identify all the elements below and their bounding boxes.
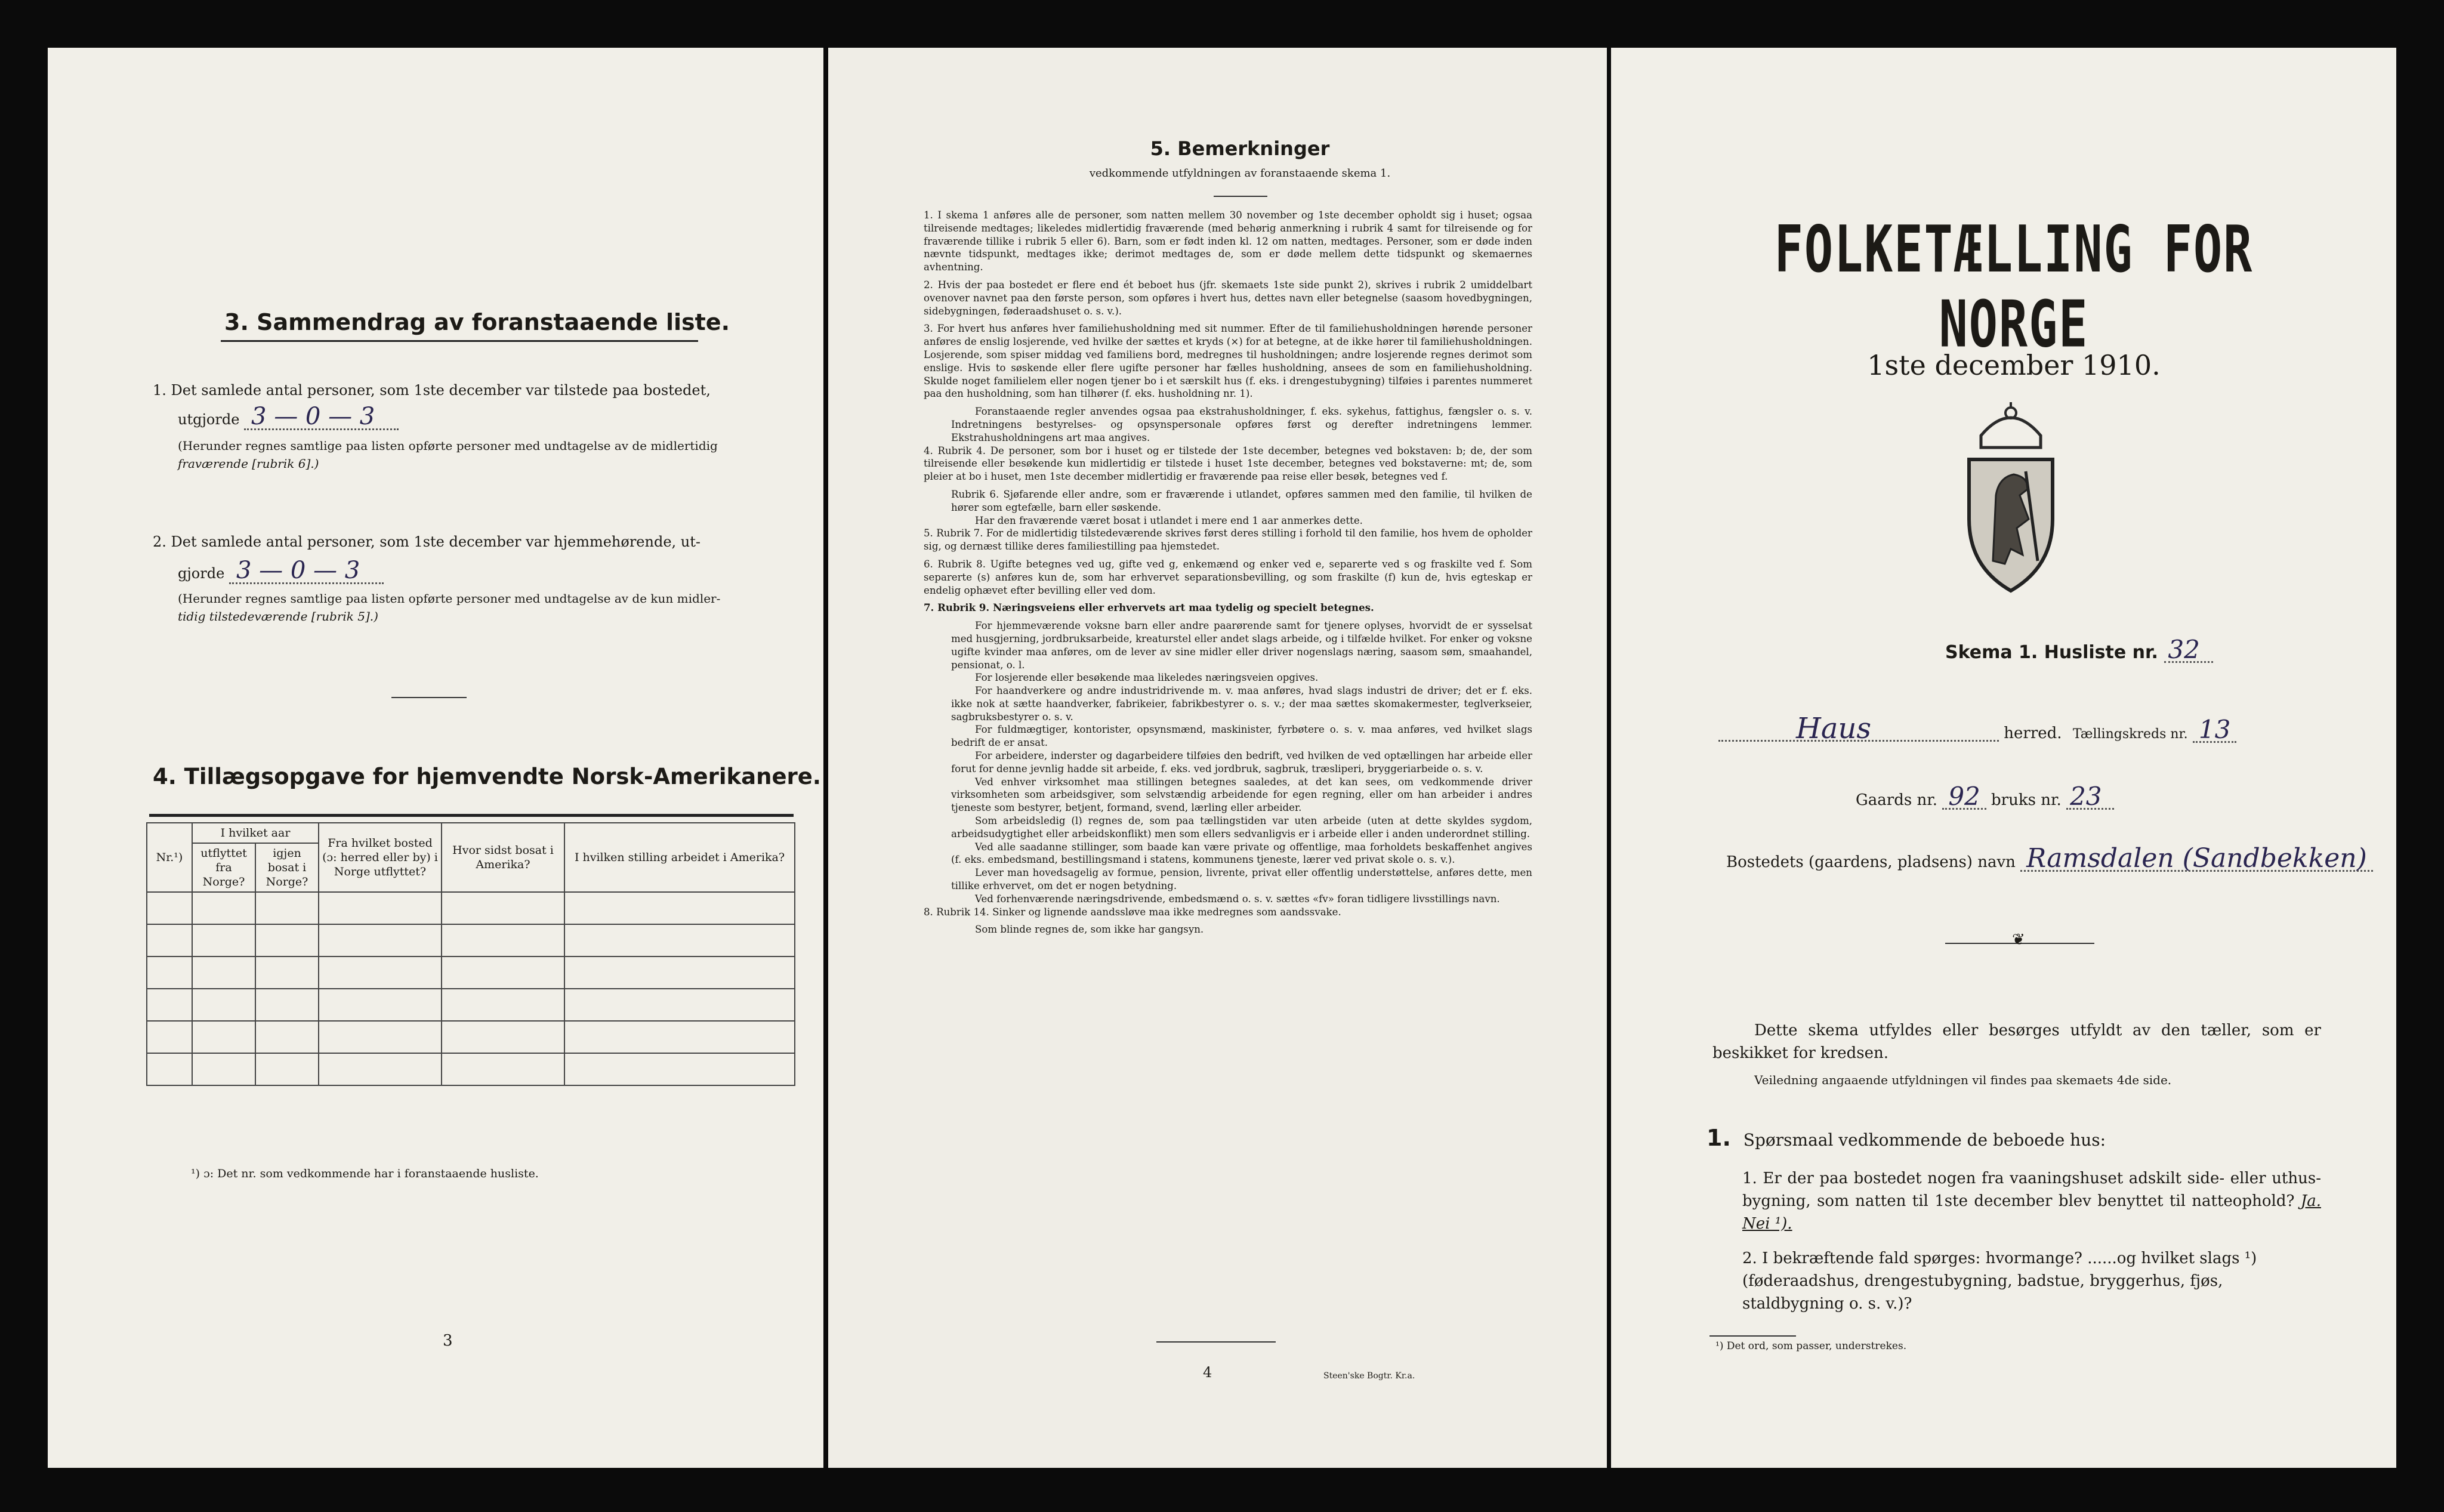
col-utflyttet: utflyttet fra Norge? (192, 843, 255, 892)
gaards-label: Gaards nr. (1856, 791, 1938, 809)
herred-value: Haus (1718, 717, 1999, 742)
summary-item-2-value: 3 — 0 — 3 (229, 558, 384, 584)
remark-paragraph: 7. Rubrik 9. Næringsveiens eller erhvervets art maa tydelig og specielt betegnes. (924, 601, 1374, 614)
gaards-line (1856, 782, 2114, 811)
gaards-value: 92 (1942, 785, 1986, 810)
note-line: fraværende [rubrik 6].) (178, 456, 319, 471)
bruks-label: bruks nr. (1991, 791, 2062, 809)
instruction-note: Veiledning angaaende utfyldningen vil findes paa skemaets 4de side. (1754, 1073, 2172, 1087)
remark-paragraph: 3. For hvert hus anføres hver familiehusholdning med sit nummer. Efter de til familiehusholdningen hørende personer anføres de enslig losjerende, ved hvilke der sættes et kryds (×) for at betegne, at de ikke hører til familiehusholdningen. Losjerende, som spiser middag ved familiens bord, medregnes til husholdningen; andre losjerende regnes derimot som enslige. Hvis to søskende eller flere ugifte personer har fælles husholdning, ansees de som en familiehusholdning. Skulde noget familielem eller nogen tjener bo i et særskilt hus (f. eks. i drengestubygning) tilføies i parentes nummeret paa den husholdning, som han tilhører (f. eks. husholdning nr. 1). (924, 323, 1532, 400)
col-fra-bosted: Fra hvilket bosted (ɔ: herred eller by) i Norge utflyttet? (319, 823, 442, 892)
instruction-text: Dette skema utfyldes eller besørges utfyldt av den tæller, som er beskikket for kredsen. (1712, 1022, 2321, 1062)
summary-item-2: 2. Det samlede antal personer, som 1ste december var hjemmehørende, ut- (153, 533, 701, 550)
table-row (147, 956, 795, 989)
question-1 (1742, 1167, 2321, 1235)
census-title: FOLKETÆLLING FOR NORGE (1774, 212, 2254, 362)
page-number: 4 (1203, 1364, 1212, 1381)
question-number: 1. (1707, 1125, 1731, 1151)
col-stilling: I hvilken stilling arbeidet i Amerika? (564, 823, 795, 892)
table-row (147, 892, 795, 924)
remark-paragraph: 8. Rubrik 14. Sinker og lignende aandssløve maa ikke medregnes som aandssvake. (924, 906, 1341, 918)
norway-coat-of-arms-icon (1957, 400, 2065, 597)
note-line: (Herunder regnes samtlige paa listen opførte personer med undtagelse av de midlertidig (178, 439, 718, 453)
norsk-amerikanere-table (146, 822, 795, 1086)
remarks-subtitle: vedkommende utfyldningen av foranstaaende skema 1. (1089, 167, 1391, 180)
table-row (147, 1021, 795, 1053)
remark-paragraph: Som arbeidsledig (l) regnes de, som paa tællingstiden var uten arbeide (uten at dette skyldes sygdom, arbeidsudygtighet eller arbeidskonflikt) men som ellers sedvanligvis er i arbeide eller i anden underordnet stilling. (951, 815, 1532, 840)
table-row (147, 1053, 795, 1085)
col-hvor-bosat: Hvor sidst bosat i Amerika? (442, 823, 564, 892)
summary-item-1-value: 3 — 0 — 3 (244, 405, 399, 430)
question-1-answer: Ja. Nei ¹). (1742, 1192, 2321, 1233)
remark-paragraph: For hjemmeværende voksne barn eller andre paarørende samt for tjenere oplyses, hvorvidt de er sysselsat med husgjerning, jordbruksarbeide, kreaturstel eller andet slags arbeide, og i tilfælde hvilket. For enker og voksne ugifte kvinder maa anføres, om de lever av sine midler eller driver nogenslags næring, saasom søm, smaahandel, pensionat, o. l. (951, 620, 1532, 671)
remark-paragraph: 6. Rubrik 8. Ugifte betegnes ved ug, gifte ved g, enkemænd og enker ved e, separerte ved s og fraskilte ved f. Som separerte (s) anføres kun de, som har erhvervet separationsbevilling, og som fraskilte (f) kun de, hvis egteskap er endelig ophævet efter bevilling eller ved dom. (924, 558, 1532, 596)
skema-line (1945, 635, 2213, 664)
remark-paragraph: 1. I skema 1 anføres alle de personer, som natten mellem 30 november og 1ste december opholdt sig i huset; ogsaa tilreisende medtages; likeledes midlertidig fraværende (med behørig anmerkning i rubrik 4 samt for tilreisende og for fraværende tillike i rubrik 5 eller 6). Barn, som er født inden kl. 12 om natten, medtages. Personer, som er døde inden nævnte tidspunkt, medtages ikke; derimot medtages de, som er døde mellem dette tidspunkt og skemaernes avhentning. (924, 209, 1532, 273)
page-4 (828, 48, 1607, 1468)
remark-paragraph: For fuldmægtiger, kontorister, opsynsmænd, maskinister, fyrbøtere o. s. v. maa anføres, ved hvilket slags bedrift de er ansat. (951, 724, 1532, 749)
table-footnote: ¹) ɔ: Det nr. som vedkommende har i foranstaaende husliste. (191, 1167, 539, 1180)
separator (1709, 1335, 1796, 1337)
section-4-title: 4. Tillægsopgave for hjemvendte Norsk-Amerikanere. (153, 764, 821, 789)
remarks-title: 5. Bemerkninger (1150, 137, 1330, 160)
col-aar-group: I hvilket aar (192, 823, 319, 843)
remark-paragraph: Ved forhenværende næringsdrivende, embedsmænd o. s. v. sættes «fv» foran tidligere livsstillings navn. (975, 893, 1500, 905)
col-nr: Nr.¹) (147, 823, 192, 892)
section-4-rule (149, 814, 794, 817)
bosted-line (1726, 843, 2373, 874)
remark-paragraph: For losjerende eller besøkende maa likeledes næringsveien opgives. (975, 672, 1319, 684)
printer-mark: Steen'ske Bogtr. Kr.a. (1323, 1371, 1415, 1381)
table-row (147, 924, 795, 956)
summary-item-1-line (178, 405, 399, 431)
kreds-value: 13 (2193, 718, 2236, 743)
separator (391, 697, 467, 698)
husliste-number: 32 (2164, 638, 2212, 663)
summary-item-1-label: utgjorde (178, 411, 240, 428)
remark-paragraph: Har den fraværende været bosat i utlandet i mere end 1 aar anmerkes dette. (975, 514, 1363, 526)
table-row (147, 989, 795, 1021)
remark-paragraph: Lever man hovedsagelig av formue, pension, livrente, privat eller offentlig understøttelse, anføres dette, men tillike erhvervet, om det er nogen betydning. (951, 867, 1532, 892)
note-line: tidig tilstedeværende [rubrik 5].) (178, 609, 378, 624)
remark-paragraph: For arbeidere, inderster og dagarbeidere tilføies den bedrift, ved hvilken de ved optællingen har arbeide eller forut for denne jevnlig hadde sit arbeide, f. eks. ved jordbruk, sagbruk, træsliperi, bryggeriarbeide o. s. v. (951, 750, 1532, 774)
remark-paragraph: 4. Rubrik 4. De personer, som bor i huset og er tilstede der 1ste december, betegnes ved bokstaven: b; de, der som tilreisende eller besøkende kun midlertidig er tilstede i huset 1ste december, betegnes ved bokstaverne: mt; de, som pleier at bo i huset, men 1ste december midlertidig er fraværende paa reise eller besøk, betegnes ved f. (924, 445, 1532, 483)
herred-label: herred. (2004, 724, 2062, 742)
section-3-title: 3. Sammendrag av foranstaaende liste. (224, 309, 730, 335)
question-2: 2. I bekræftende fald spørges: hvormange? ......og hvilket slags ¹) (føderaadshus, drengestubygning, badstue, bryggerhus, fjøs, staldbygning o. s. v.)? (1742, 1249, 2257, 1313)
summary-item-1-note (178, 437, 798, 473)
ornament-icon: ❦ (2012, 931, 2025, 949)
col-igjen-bosat: igjen bosat i Norge? (255, 843, 319, 892)
remark-paragraph: Foranstaaende regler anvendes ogsaa paa ekstrahusholdninger, f. eks. sykehus, fattighus, fængsler o. s. v. Indretningens bestyrelses- og opsynspersonale opføres først og derefter indretningens lemmer. Ekstrahusholdningens art maa angives. (951, 406, 1532, 443)
remark-paragraph: Ved enhver virksomhet maa stillingen betegnes saaledes, at det kan sees, om vedkommende driver virksomheten som arbeidsgiver, som selvstændig arbeidende for egen regning, eller om han arbeider i andres tjeneste som bestyrer, betjent, formand, svend, lærling eller arbeider. (951, 776, 1532, 814)
page-3 (48, 48, 823, 1468)
separator (1156, 1341, 1276, 1343)
bosted-value: Ramsdalen (Sandbekken) (2020, 847, 2373, 872)
summary-item-2-label: gjorde (178, 565, 225, 582)
page-footnote: ¹) Det ord, som passer, understrekes. (1715, 1340, 1907, 1352)
section-3-rule (221, 340, 698, 342)
separator (1214, 196, 1267, 197)
summary-item-1: 1. Det samlede antal personer, som 1ste december var tilstede paa bostedet, (153, 382, 711, 399)
bosted-label: Bostedets (gaardens, pladsens) navn (1726, 853, 2016, 871)
herred-line (1718, 712, 2236, 746)
remark-paragraph: Som blinde regnes de, som ikke har gangsyn. (975, 924, 1204, 936)
census-date: 1ste december 1910. (1867, 349, 2161, 381)
remark-paragraph: For haandverkere og andre industridrivende m. v. maa anføres, hvad slags industri de driver; det er f. eks. ikke nok at sætte haandverker, fabrikeier, fabrikbestyrer o. s. v.; der maa sættes skomakermester, teglverkseier, sagbruksbestyrer o. s. v. (951, 685, 1532, 723)
question-1-text: 1. Er der paa bostedet nogen fra vaaningshuset adskilt side- eller uthus-bygning, som natten til 1ste december blev benyttet til natteophold? (1742, 1170, 2321, 1210)
page-1 (1611, 48, 2396, 1468)
remark-paragraph: Rubrik 6. Sjøfarende eller andre, som er fraværende i utlandet, opføres sammen med den familie, til hvilken de hører som egtefælle, barn eller søskende. (951, 488, 1532, 513)
page-number: 3 (443, 1332, 453, 1350)
questions-title: Spørsmaal vedkommende de beboede hus: (1743, 1130, 2106, 1150)
summary-item-2-note (178, 590, 798, 625)
skema-label: Skema 1. Husliste nr. (1945, 642, 2158, 663)
note-line: (Herunder regnes samtlige paa listen opførte personer med undtagelse av de kun midler- (178, 591, 721, 606)
remarks-body (924, 209, 1532, 936)
questions-heading (1707, 1127, 2106, 1152)
remark-paragraph: 5. Rubrik 7. For de midlertidig tilstedeværende skrives først deres stilling i forhold til den familie, hos hvem de opholder sig, og dernæst tillike deres familiestilling paa hjemstedet. (924, 527, 1532, 553)
kreds-label: Tællingskreds nr. (2072, 727, 2188, 742)
remark-paragraph: 2. Hvis der paa bostedet er flere end ét beboet hus (jfr. skemaets 1ste side punkt 2), skrives i rubrik 2 umiddelbart ovenover navnet paa den første person, som opføres i hvert hus, dettes navn eller betegnelse (saasom hovedbygningen, sidebygningen, føderaadshuset o. s. v.). (924, 279, 1532, 317)
summary-item-2-line (178, 558, 384, 585)
bruks-value: 23 (2066, 785, 2113, 810)
remark-paragraph: Ved alle saadanne stillinger, som baade kan være private og offentlige, maa forholdets beskaffenhet angives (f. eks. embedsmand, bestillingsmand i statens, kommunens tjeneste, lærer ved privat skole o. s. v.). (951, 841, 1532, 866)
